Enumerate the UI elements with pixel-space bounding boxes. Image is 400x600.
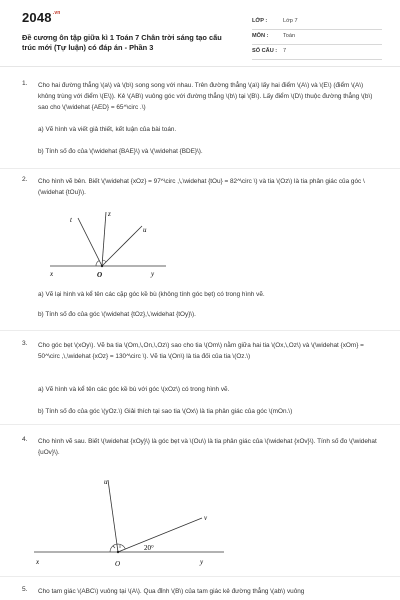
question-number: 5. xyxy=(22,586,28,593)
figure-q2 xyxy=(38,206,178,282)
label-y: y xyxy=(151,270,155,278)
question-part-a: a) Vẽ hình và viết giả thiết, kết luận của bài toán. xyxy=(38,126,177,133)
meta-label: SỐ CÂU : xyxy=(252,48,278,54)
tick-mark xyxy=(113,546,115,548)
label-o: O xyxy=(115,560,121,568)
meta-row-class xyxy=(252,15,382,30)
label-x: x xyxy=(50,270,54,278)
ray-ov xyxy=(118,518,202,552)
question-text: Cho hình vẽ bên. Biết \(\widehat {xOz} = 97^\circ ,\,\widehat {tOu} = 82^\circ \) và tia \(Oz\) là tia phân giác của góc \(\widehat {tOu}\). xyxy=(38,178,365,196)
label-u: u xyxy=(143,226,147,234)
question-divider xyxy=(0,424,400,425)
label-y: y xyxy=(200,558,204,566)
ray-ou xyxy=(102,226,142,266)
meta-label: LỚP : xyxy=(252,18,268,24)
label-t: t xyxy=(70,216,72,224)
question-number: 3. xyxy=(22,340,28,347)
label-u: u xyxy=(104,478,108,486)
question-part-b: b) Tính số đo của góc \(yOz.\) Giải thích tại sao tia \(Ox\) là tia phân giác của góc \(mOn.\) xyxy=(38,408,293,415)
ray-ot xyxy=(78,218,102,266)
header-divider xyxy=(0,66,400,67)
label-v: v xyxy=(204,514,208,522)
document-header xyxy=(0,0,400,62)
question-part-b: b) Tính số đo của góc \(\widehat {tOz},\,\widehat {tOy}\). xyxy=(38,311,196,318)
question-number: 4. xyxy=(22,436,28,443)
figure-q4 xyxy=(24,464,234,574)
site-logo[interactable] xyxy=(22,10,61,25)
angle-mark xyxy=(110,544,117,552)
label-x: x xyxy=(36,558,40,566)
document-title: Đề cương ôn tập giữa kì 1 Toán 7 Chân trời sáng tạo cấu trúc mới (Tự luận) có đáp án - Phần 3 xyxy=(22,33,222,52)
question-number: 2. xyxy=(22,176,28,183)
question-text: Cho hai đường thẳng \(a\) và \(b\) song song với nhau. Trên đường thẳng \(a\) lấy hai điểm \(A\) và \(E\) (điểm \(A\) không trùng với điểm \(E\)). Kẻ \(AB\) vuông góc với đường thẳng \(b\) tại \(B\). Lấy điểm \(D\) thuộc đường thẳng \(b\) sao cho \(\widehat {AED} = 65^\circ .\) xyxy=(38,82,373,111)
point-o xyxy=(117,551,119,553)
meta-value: Toán xyxy=(283,33,296,39)
document-meta xyxy=(252,15,382,60)
question-part-a: a) Vẽ lại hình và kể tên các cặp góc kề bù (không tính góc bẹt) có trong hình vẽ. xyxy=(38,291,265,298)
question-number: 1. xyxy=(22,80,28,87)
question-text: Cho góc bẹt \(xOy\). Vẽ ba tia \(Om,\,On,\,Oz\) sao cho tia \(Om\) nằm giữa hai tia \(Ox,\,Oz\) và \(\widehat {xOm} = 50^\circ ,\,\widehat {xOz} = 130^\circ \). Vẽ tia \(On\) là tia đối của tia \(Oz.\) xyxy=(38,342,364,360)
question-text: Cho hình vẽ sau. Biết \(\widehat {xOy}\) là góc bẹt và \(Ou\) là tia phân giác của \(\widehat {xOv}\). Tính số đo \(\widehat {uOv}\). xyxy=(38,438,377,456)
label-z: z xyxy=(108,210,111,218)
meta-row-count xyxy=(252,45,382,60)
angle-mark xyxy=(96,261,99,266)
question-divider xyxy=(0,576,400,577)
logo-suffix: .vn xyxy=(52,10,61,16)
point-o xyxy=(101,265,103,267)
question-divider xyxy=(0,330,400,331)
angle-label: 20° xyxy=(144,544,154,552)
ray-ou xyxy=(108,480,118,552)
question-text: Cho tam giác \(ABC\) vuông tại \(A\). Qua đỉnh \(B\) của tam giác kẻ đường thẳng \(ab\) vuông xyxy=(38,588,305,595)
angle-mark xyxy=(103,260,107,262)
meta-value: Lớp 7 xyxy=(283,18,298,24)
meta-label: MÔN : xyxy=(252,33,269,39)
logo-text: 2048 xyxy=(22,10,52,25)
question-divider xyxy=(0,168,400,169)
meta-value: 7 xyxy=(283,48,287,54)
angle-mark xyxy=(117,544,126,549)
meta-row-subject xyxy=(252,30,382,45)
question-part-a: a) Vẽ hình và kể tên các góc kề bù với góc \(xOz\) có trong hình vẽ. xyxy=(38,386,230,393)
question-part-b: b) Tính số đo của \(\widehat {BAE}\) và \(\widehat {BDE}\). xyxy=(38,148,203,155)
label-o: O xyxy=(97,271,103,279)
ray-oz xyxy=(102,212,106,266)
